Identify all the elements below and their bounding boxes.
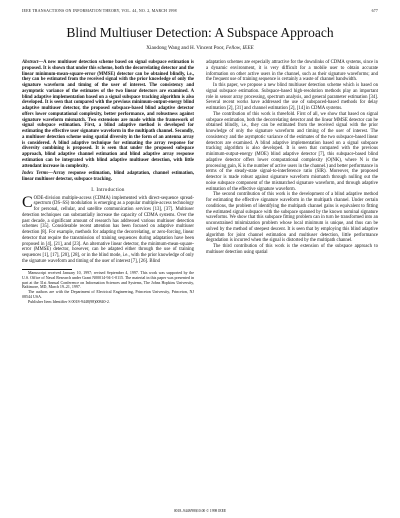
paper-title: Blind Multiuser Detection: A Subspace Approach (66, 25, 334, 40)
body-paragraph: The second contribution of this work is the development of a blind adaptive method for estimating the effective signature waveform in the multipath channel. Under certain conditions, the problem of identifying the multipath channel gains is equivalent to fitting the estimated signal subspace with the subspace spanned by the known nominal signature waveforms. We show that this subspace fitting problem can in turn be transformed into an unconstrained minimization problem whose local minimum is unique, and thus can be solved by the method of steepest descent. It is seen that by employing this blind adaptive algorithm for joint channel estimation and multiuser detection, little performance degradation is incurred when the signal is distorted by the multipath channel. (206, 192, 378, 244)
index-terms-label: Index Terms— (22, 171, 53, 177)
footnote-affiliation: The authors are with the Department of Electrical Engineering, Princeton University, Princeton, NJ 08544 USA. (22, 289, 194, 300)
abstract (22, 60, 194, 169)
footnote-rule (22, 269, 72, 270)
copyright-line: 0018–9448/98$10.00 © 1998 IEEE (173, 509, 227, 513)
body-paragraph: The third contribution of this work is the extension of the subspace approach to multiuser detection using spatial (206, 244, 378, 255)
left-column (22, 60, 194, 305)
author-names: Xiaodong Wang and H. Vincent Poor, (146, 45, 225, 51)
author-title: Fellow, IEEE (225, 45, 254, 51)
section-heading: I. Introduction (91, 187, 125, 193)
index-terms (22, 171, 194, 183)
abstract-text: A new multiuser detection scheme based on signal subspace estimation is proposed. It is shown that under this scheme, both the decorrelating detector and the linear minimum-mean-square-error (MMSE) detector can be obtained blindly, i.e., they can be estimated from the received signal with the prior knowledge of only the signature waveform and timing of the user of interest. The consistency and asymptotic variance of the estimates of the two linear detectors are examined. A blind adaptive implementation based on a signal subspace tracking algorithm is also developed. It is seen that compared with the previous minimum-output-energy blind adaptive multiuser detector, the proposed subspace-based blind adaptive detector offers lower computational complexity, better performance, and robustness against signature waveform mismatch. Two extensions are made within the framework of signal subspace estimation. First, a blind adaptive method is developed for estimating the effective user signature waveform in the multipath channel. Secondly, a multiuser detection scheme using spatial diversity in the form of an antenna array is considered. A blind adaptive technique for estimating the array response for diversity combining is proposed. It is seen that under the proposed subspace approach, blind adaptive channel estimation and blind adaptive array response estimation can be integrated with blind adaptive multiuser detection, with little attendant increase in complexity. (22, 60, 194, 169)
right-column (206, 60, 378, 256)
authors (0, 45, 400, 51)
page-number: 677 (371, 9, 378, 13)
drop-cap: C (22, 193, 33, 211)
intro-text: ODE-division multiple-access (CDMA) implemented with direct-sequence spread-spectrum (DS–SS) modulation is emerging as a popular multiple-access technology for personal, cellular, and satellite communication services [13], [37]. Multiuser detection techniques can substantially increase the capacity of CDMA systems. Over the past decade, a significant amount of research has addressed various multiuser detection schemes [35]. Considerable recent attention has been focused on adaptive multiuser detection [8]. For example, methods for adapting the decorrelating, or zero-forcing, linear detector that require the transmission of training sequences during adaptation have been proposed in [4], [21], and [23]. An alternative linear detector, the minimum-mean-square-error (MMSE) detector, however, can be adapted either through the use of training sequences [1], [17], [20], [28], or in the blind mode, i.e., with the prior knowledge of only the signature waveform and timing of the user of interest [7], [26]. Blind (22, 195, 194, 264)
body-paragraph: The contribution of this work is threefold. First of all, we show that based on signal subspace estimation, both the decorrelating detector and the linear MMSE detector can be obtained blindly, i.e., they can be estimated from the received signal with the prior knowledge of only the signature waveform and timing of the user of interest. The consistency and the asymptotic variance of the estimates of the two subspace-based linear detectors are examined. A blind adaptive implementation based on a signal subspace tracking algorithm is also developed. It is seen that compared with the previous minimum-output-energy (MOE) blind adaptive detector [7], this subspace-based blind adaptive detector offers lower computational complexity (O(NK), where N is the processing gain, K is the number of active users in the channel.) and better performance in terms of the steady-state signal-to-interference ratio (SIR). Moreover, the proposed detector is made robust against signature waveform mismatch through nulling out the noise subspace component of the mismatched signature waveform, and through adaptive estimation of the effective signature waveform. (206, 111, 378, 192)
abstract-label: Abstract— (22, 60, 44, 65)
footnote-identifier: Publisher Item Identifier S 0018-9448(98)00840-2. (28, 298, 110, 304)
body-paragraph: In this paper, we propose a new blind multiuser detection scheme which is based on signal subspace estimation. Subspace-based high-resolution methods play an important role in sensor array processing, spectrum analysis, and general parameter estimation [34]. Several recent works have addressed the use of subspaced-based methods for delay estimation [2], [31] and channel estimation [2], [14] in CDMA systems. (206, 83, 378, 111)
running-header (22, 9, 378, 13)
intro-paragraph (22, 193, 194, 265)
body-paragraph: adaptation schemes are especially attractive for the downlinks of CDMA systems, since in a dynamic environment, it is very difficult for a mobile user to obtain accurate information on other active users in the channel, such as their signature waveforms; and the frequent use of training sequence is certainly a waste of channel bandwidth. (206, 60, 378, 83)
footnote-manuscript: Manuscript received January 10, 1997; revised September 4, 1997. This work was supported by the U.S. Office of Naval Research under Grant N00014-94-1-0115. The material in this paper was presented in part at the 31st Annual Conference on Information Sciences and Systems, The Johns Hopkins University, Baltimore, MD, March 19–21, 1997. (22, 270, 194, 290)
index-terms-text: Array response estimation, blind adaptation, channel estimation, linear multiuser detector, subspace tracking. (22, 171, 194, 182)
journal-name: IEEE TRANSACTIONS ON INFORMATION THEORY, VOL. 44, NO. 2, MARCH 1998 (22, 9, 177, 13)
